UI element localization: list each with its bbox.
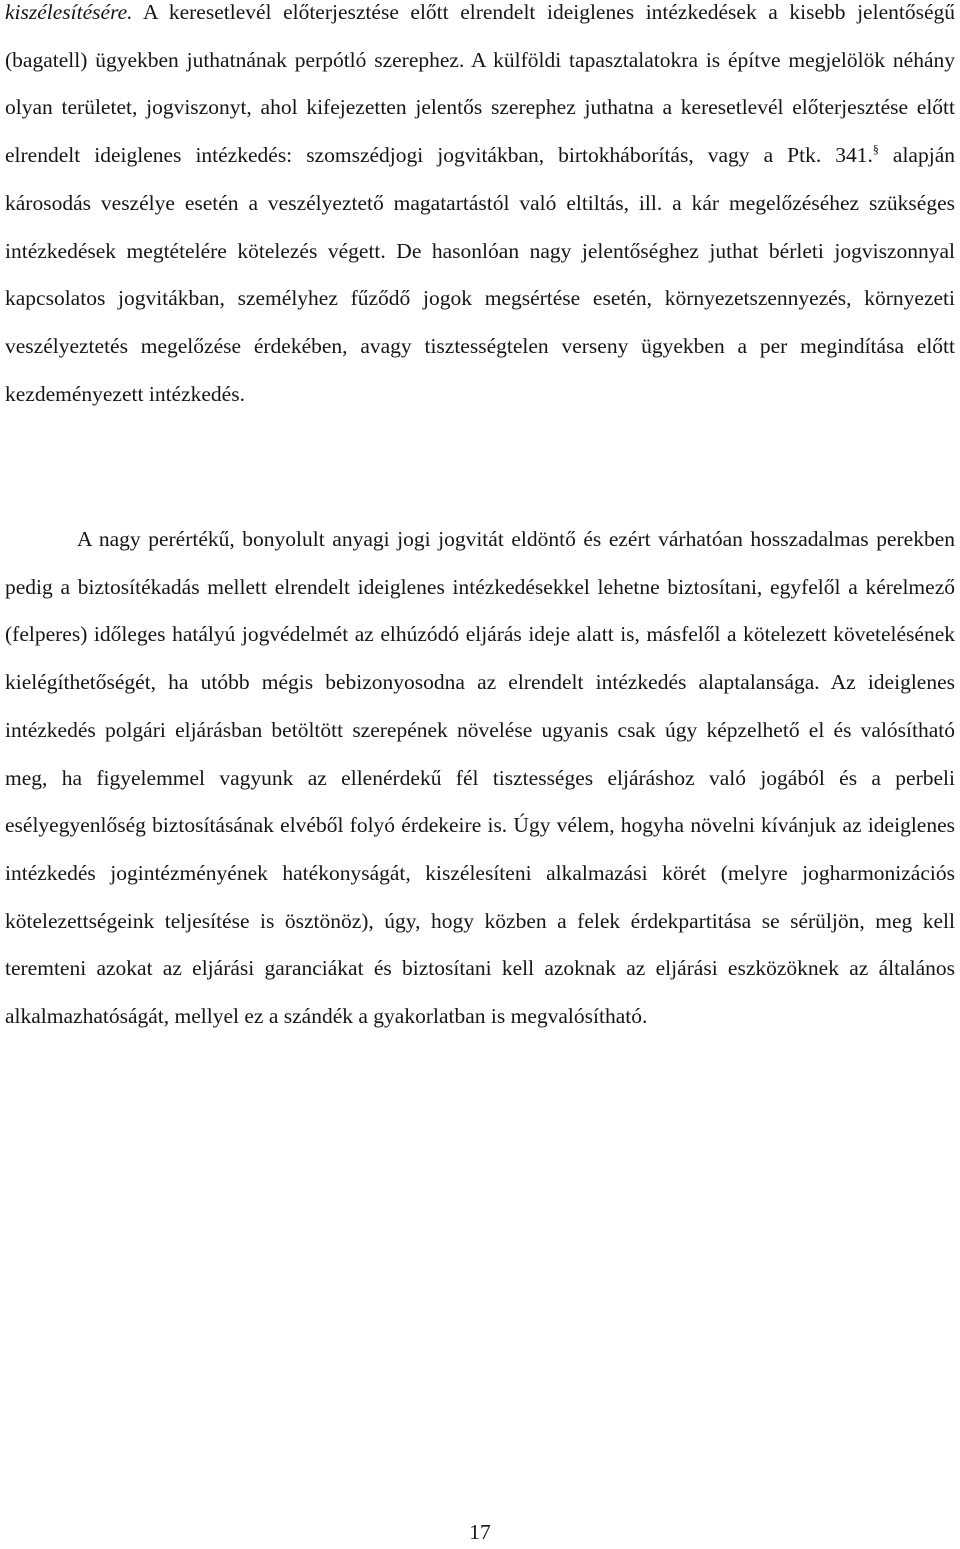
paragraph-2: [5, 516, 955, 1041]
page-number: 17: [469, 1520, 491, 1544]
paragraph-1-text-before-footnote: A keresetlevél előterjesztése előtt elrendelt ideiglenes intézkedések a kisebb jelentőségű (bagatell) ügyekben juthatnának perpótló szerephez. A külföldi tapasztalatokra is építve megjelölök néhány olyan területet, jogviszonyt, ahol kifejezetten jelentős szerephez juthatna a keresetlevél előterjesztése előtt elrendelt ideiglenes intézkedés: szomszédjogi jogvitákban, birtokháborítás, vagy a Ptk. 341.: [5, 0, 955, 168]
paragraph-1: [5, 0, 955, 418]
footnote-marker: §: [872, 142, 879, 157]
paragraph-2-text: A nagy perértékű, bonyolult anyagi jogi jogvitát eldöntő és ezért várhatóan hosszadalmas perekben pedig a biztosítékadás mellett elrendelt ideiglenes intézkedésekkel lehetne biztosítani, egyfelől a kérelmező (felperes) időleges hatályú jogvédelmét az elhúzódó eljárás ideje alatt is, másfelől a kötelezett követelésének kielégíthetőségét, ha utóbb mégis bebizonyosodna az elrendelt intézkedés alaptalansága. Az ideiglenes intézkedés polgári eljárásban betöltött szerepének növelése ugyanis csak úgy képzelhető el és valósítható meg, ha figyelemmel vagyunk az ellenérdekű fél tisztességes eljáráshoz való jogából és a perbeli esélyegyenlőség biztosításának elvéből folyó érdekeire is. Úgy vélem, hogyha növelni kívánjuk az ideiglenes intézkedés jogintézményének hatékonyságát, kiszélesíteni alkalmazási körét (melyre jogharmonizációs kötelezettségeink teljesítése is ösztönöz), úgy, hogy közben a felek érdekpartitása se sérüljön, meg kell teremteni azokat az eljárási garanciákat és biztosítani kell azoknak az eljárási eszközöknek az általános alkalmazhatóságát, mellyel ez a szándék a gyakorlatban is megvalósítható.: [5, 527, 955, 1029]
paragraph-1-lead: kiszélesítésére.: [5, 0, 133, 24]
paragraph-1-text-after-footnote: alapján károsodás veszélye esetén a veszélyeztető magatartástól való eltiltás, ill. a kár megelőzéséhez szükséges intézkedések megtételére kötelezés végett. De hasonlóan nagy jelentőséghez juthat bérleti jogviszonnyal kapcsolatos jogvitákban, személyhez fűződő jogok megsértése esetén, környezetszennyezés, környezeti veszélyeztetés megelőzése érdekében, avagy tisztességtelen verseny ügyekben a per megindítása előtt kezdeményezett intézkedés.: [5, 143, 955, 406]
